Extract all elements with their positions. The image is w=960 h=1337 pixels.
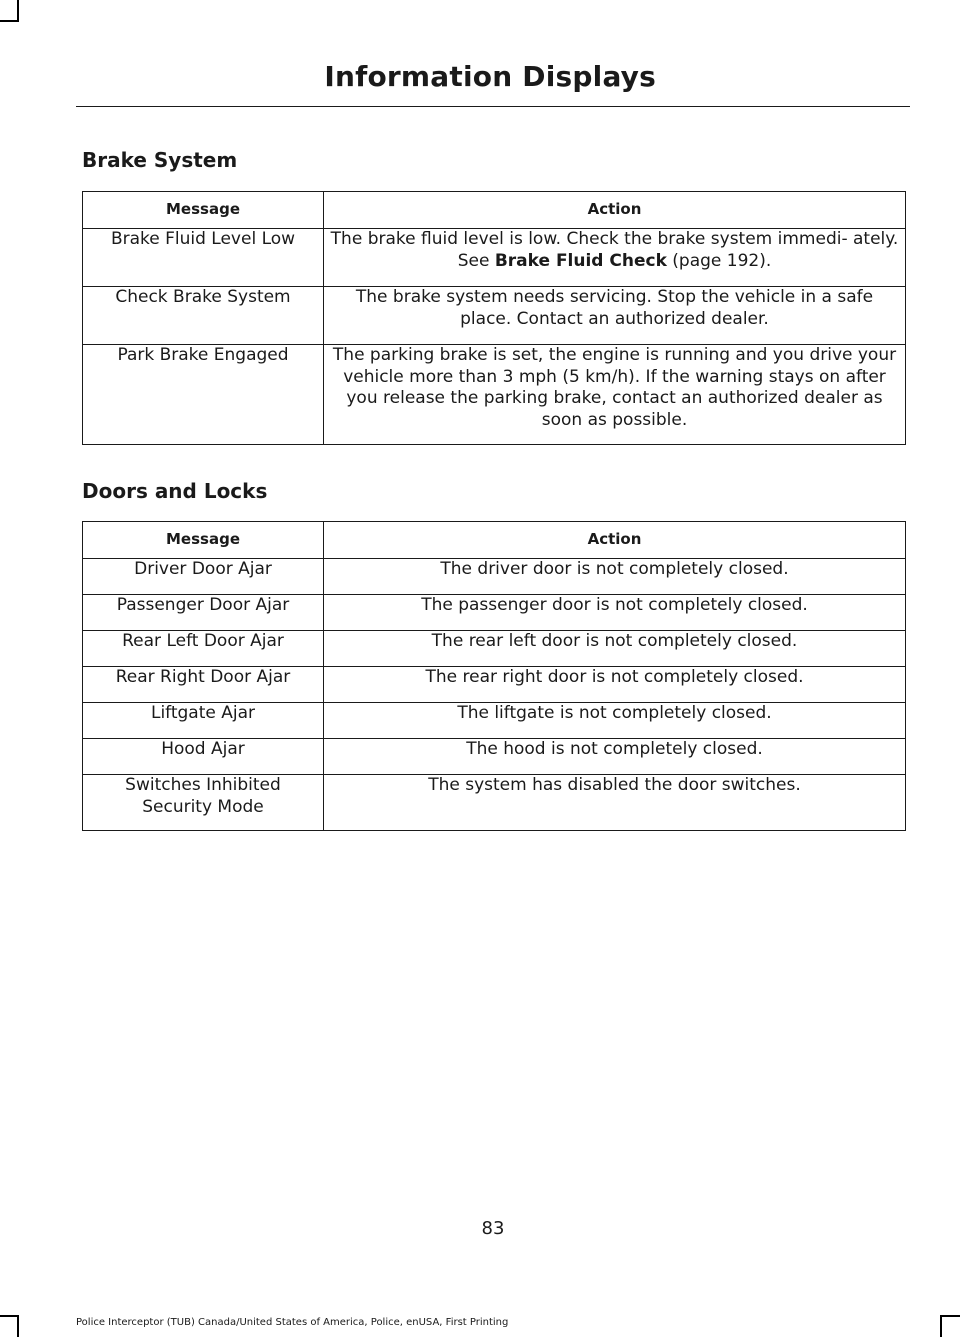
message-cell: Rear Right Door Ajar xyxy=(83,667,324,703)
table-row xyxy=(83,345,906,445)
cross-reference-link[interactable]: Brake Fluid Check xyxy=(494,250,667,271)
table-row xyxy=(83,559,906,595)
action-cell: The rear left door is not completely closed. xyxy=(324,631,906,667)
message-cell: Rear Left Door Ajar xyxy=(83,631,324,667)
message-cell xyxy=(83,775,324,831)
crop-mark xyxy=(17,0,19,22)
table-row xyxy=(83,775,906,831)
message-line: Security Mode xyxy=(142,796,264,817)
action-text: The brake fluid level is low. Check the brake system immedi- ately. See xyxy=(330,229,899,271)
crop-mark xyxy=(940,1315,942,1337)
message-cell: Check Brake System xyxy=(83,287,324,345)
crop-mark xyxy=(0,20,19,22)
section-heading-doors-and-locks: Doors and Locks xyxy=(82,479,268,503)
column-header-action: Action xyxy=(324,192,906,229)
brake-system-table xyxy=(82,191,906,445)
crop-mark xyxy=(0,1315,19,1317)
table-header-row xyxy=(83,192,906,229)
footer-text: Police Interceptor (TUB) Canada/United States of America, Police, enUSA, First Printing xyxy=(76,1317,509,1328)
action-cell: The rear right door is not completely closed. xyxy=(324,667,906,703)
column-header-message: Message xyxy=(83,192,324,229)
page-reference: (page 192). xyxy=(666,250,772,271)
action-cell: The hood is not completely closed. xyxy=(324,739,906,775)
message-cell: Driver Door Ajar xyxy=(83,559,324,595)
message-cell: Park Brake Engaged xyxy=(83,345,324,445)
section-heading-brake-system: Brake System xyxy=(82,148,238,172)
crop-mark xyxy=(17,1315,19,1337)
action-cell: The passenger door is not completely closed. xyxy=(324,595,906,631)
table-row xyxy=(83,667,906,703)
table-row xyxy=(83,287,906,345)
page-number: 83 xyxy=(481,1218,505,1239)
message-cell: Brake Fluid Level Low xyxy=(83,229,324,287)
action-cell: The parking brake is set, the engine is running and you drive your vehicle more than 3 mph (5 km/h). If the warning stays on after you release the parking brake, contact an authorized dealer as soon as possible. xyxy=(324,345,906,445)
action-cell: The driver door is not completely closed. xyxy=(324,559,906,595)
table-row xyxy=(83,703,906,739)
message-cell: Passenger Door Ajar xyxy=(83,595,324,631)
crop-mark xyxy=(940,1315,960,1317)
table-row xyxy=(83,739,906,775)
message-cell: Liftgate Ajar xyxy=(83,703,324,739)
action-cell: The brake system needs servicing. Stop the vehicle in a safe place. Contact an authorized dealer. xyxy=(324,287,906,345)
action-cell: The system has disabled the door switches. xyxy=(324,775,906,831)
action-cell: The liftgate is not completely closed. xyxy=(324,703,906,739)
table-row xyxy=(83,631,906,667)
header-divider xyxy=(76,106,910,107)
page-title: Information Displays xyxy=(324,60,656,93)
table-row xyxy=(83,595,906,631)
action-cell xyxy=(324,229,906,287)
column-header-action: Action xyxy=(324,522,906,559)
table-row xyxy=(83,229,906,287)
column-header-message: Message xyxy=(83,522,324,559)
doors-and-locks-table xyxy=(82,521,906,831)
table-header-row xyxy=(83,522,906,559)
message-line: Switches Inhibited xyxy=(125,775,281,795)
message-cell: Hood Ajar xyxy=(83,739,324,775)
